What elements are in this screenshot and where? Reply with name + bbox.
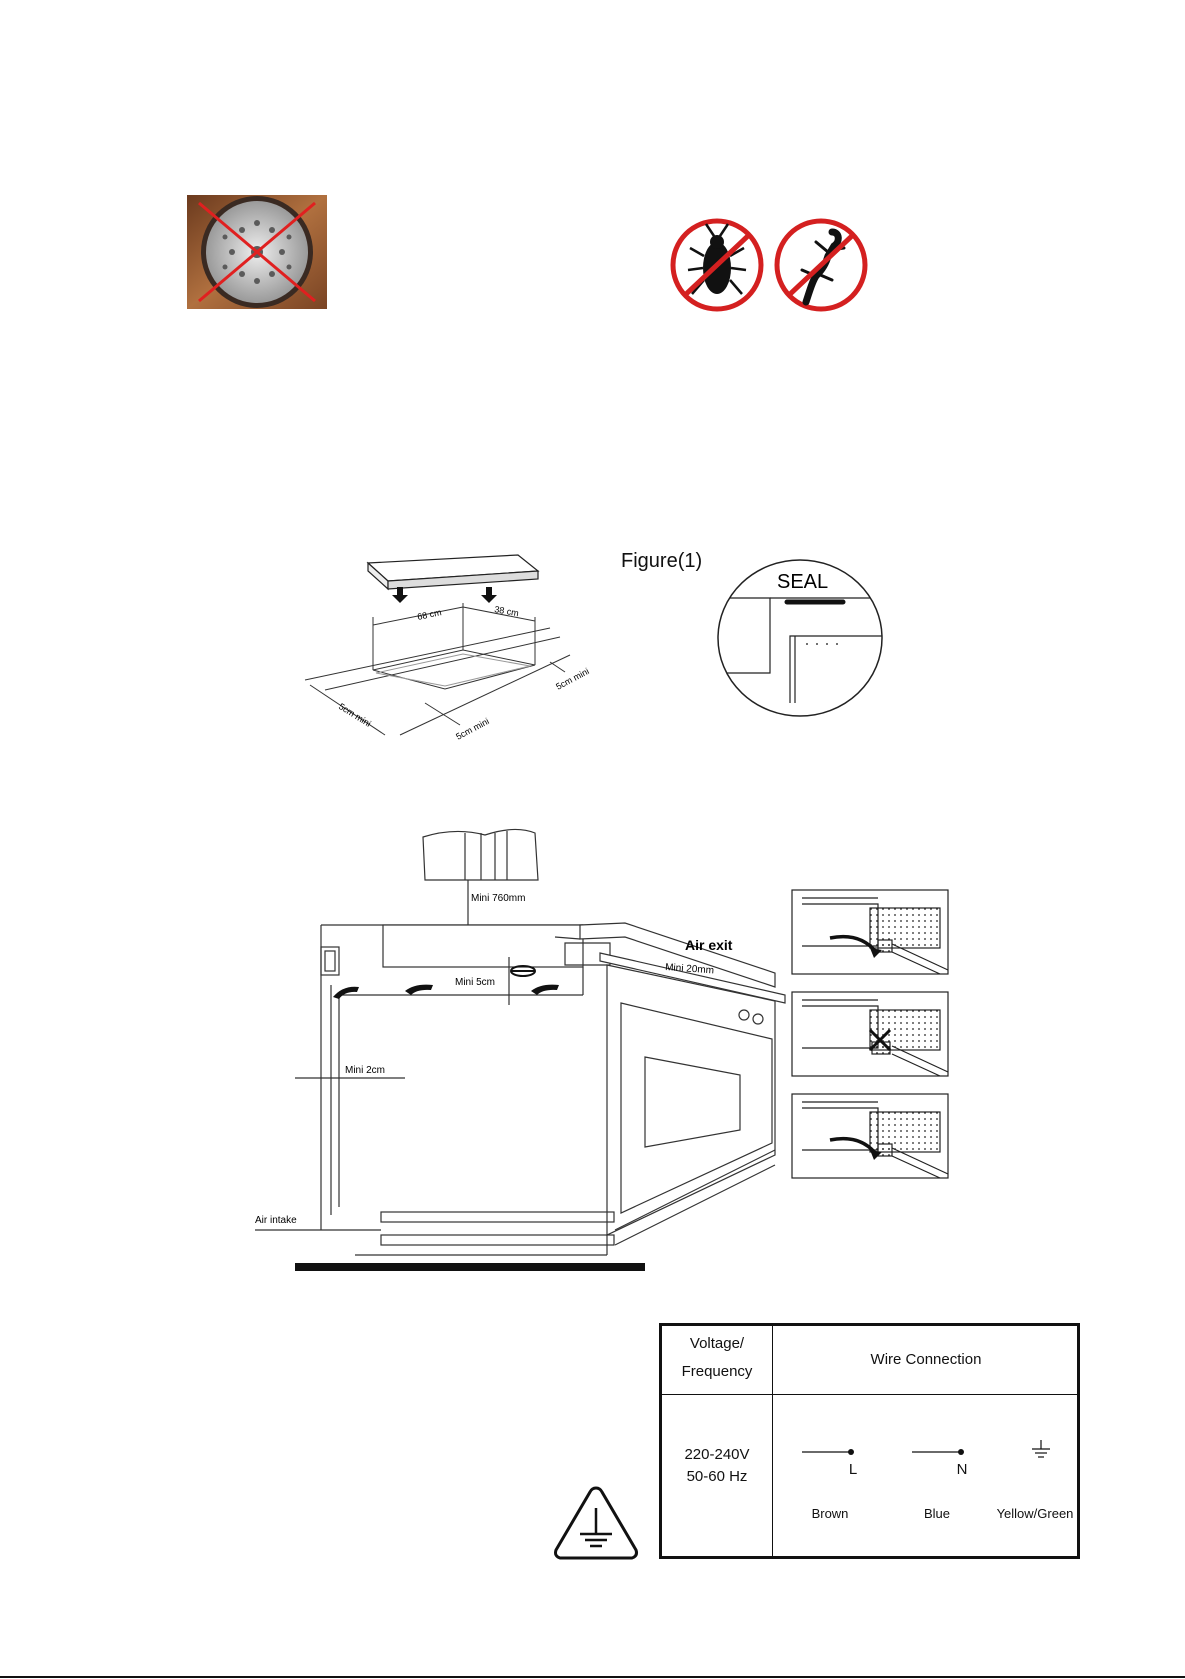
terminal-l-symbol: L bbox=[848, 1461, 858, 1478]
seal-detail-diagram bbox=[715, 558, 885, 718]
terminal-earth-color: Yellow/Green bbox=[996, 1506, 1074, 1521]
earth-terminal-icon bbox=[1031, 1440, 1051, 1462]
air-intake-label: Air intake bbox=[255, 1215, 297, 1226]
mini-760-label: Mini 760mm bbox=[471, 893, 526, 904]
seal-label: SEAL bbox=[777, 571, 829, 593]
clearance-side-label: 5cm mini bbox=[554, 666, 591, 692]
wire-connection-table bbox=[659, 1323, 1080, 1559]
header-wire-connection: Wire Connection bbox=[870, 1351, 982, 1368]
clearance-front-label: 5cm mini bbox=[454, 716, 491, 742]
air-exit-label: Air exit bbox=[685, 937, 733, 953]
header-voltage: Voltage/ Frequency bbox=[681, 1335, 753, 1380]
mini-5-label: Mini 5cm bbox=[455, 977, 496, 988]
dim-depth-label: 38 cm bbox=[493, 604, 520, 619]
clearance-left-label: 5cm mini bbox=[336, 701, 373, 729]
no-lizard-icon bbox=[774, 218, 868, 312]
dim-width-label: 68 cm bbox=[416, 607, 443, 622]
voltage-frequency-value: 220-240V 50-60 Hz bbox=[684, 1446, 750, 1485]
airflow-detail-panels bbox=[790, 888, 950, 1183]
no-cockroach-icon bbox=[670, 218, 764, 312]
terminal-n-color: Blue bbox=[923, 1506, 951, 1521]
cutout-installation-diagram bbox=[300, 545, 610, 745]
page-bottom-rule bbox=[0, 1676, 1185, 1678]
terminal-l-color: Brown bbox=[811, 1506, 849, 1521]
figure-caption: Figure(1) bbox=[621, 550, 703, 572]
terminal-n-symbol: N bbox=[956, 1461, 968, 1478]
mini-2-label: Mini 2cm bbox=[345, 1065, 386, 1076]
earth-ground-warning-icon bbox=[552, 1484, 640, 1562]
crossed-out-pan-icon bbox=[187, 195, 327, 309]
mini-20-label: Mini 20mm bbox=[664, 962, 715, 977]
